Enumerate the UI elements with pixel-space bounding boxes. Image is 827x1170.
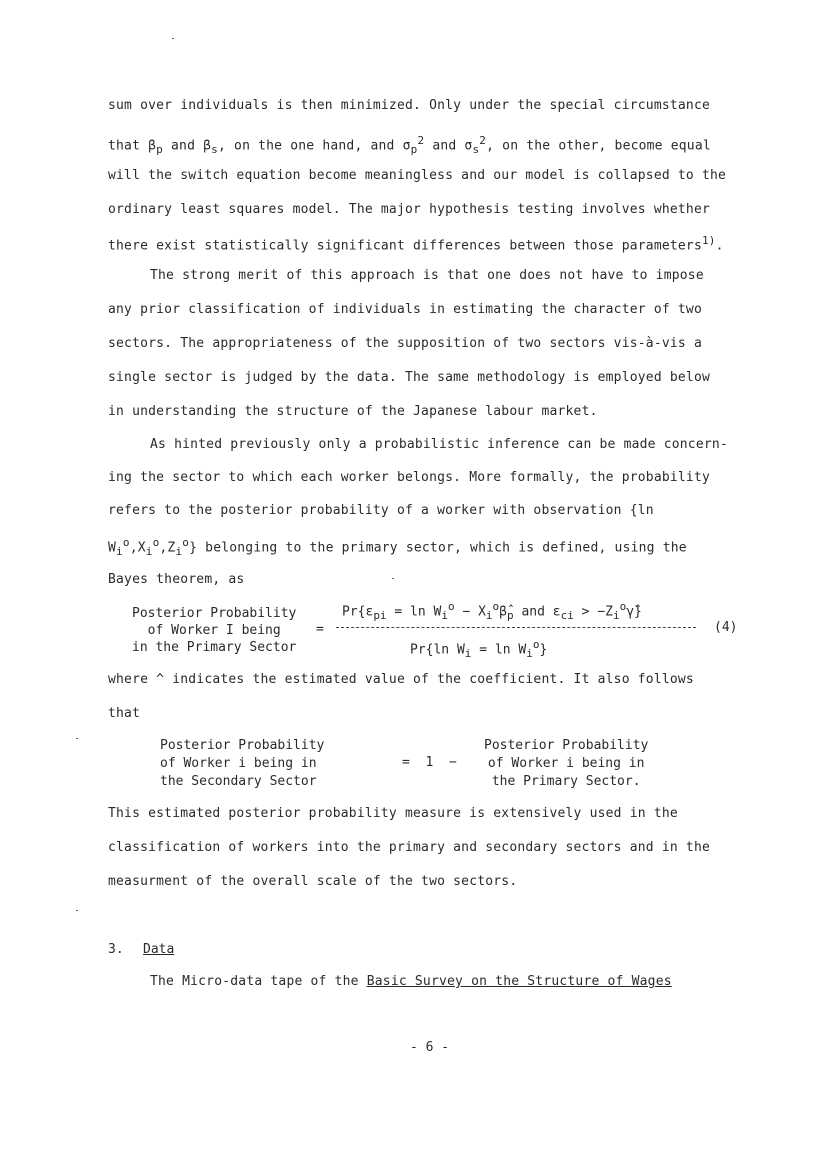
text-line: The strong merit of this approach is that one does not have to impose <box>150 268 704 283</box>
text-line: $W_i^o,X_i^o,Z_i^o$} belonging to the primary sector, which is defined, using the <box>108 536 687 558</box>
equation-4-fraction-bar <box>336 627 696 628</box>
text-line: measurment of the overall scale of the two sectors. <box>108 874 518 889</box>
equation-5-lhs: Posterior Probability of Worker i being in the Secondary Sector <box>160 738 325 789</box>
text-line: As hinted previously only a probabilistic inference can be made concern- <box>150 437 728 452</box>
equation-number: (4) <box>714 620 738 635</box>
text-line: Bayes theorem, as <box>108 572 245 587</box>
text-line: in understanding the structure of the Japanese labour market. <box>108 404 598 419</box>
text-line: refers to the posterior probability of a worker with observation {ln <box>108 503 654 518</box>
text-line: classification of workers into the primary and secondary sectors and in the <box>108 840 710 855</box>
text-line: sectors. The appropriateness of the supposition of two sectors vis-à-vis a <box>108 336 702 351</box>
text-line: ordinary least squares model. The major hypothesis testing involves whether <box>108 202 710 217</box>
scan-speck <box>76 738 78 739</box>
text-line: single sector is judged by the data. The same methodology is employed below <box>108 370 710 385</box>
text-line: This estimated posterior probability measure is extensively used in the <box>108 806 678 821</box>
text-line: any prior classification of individuals in estimating the character of two <box>108 302 702 317</box>
equation-4-denominator: Pr{ln $W_i = \ln W_i^o$} <box>410 638 548 660</box>
section-number: 3. <box>108 942 124 957</box>
equation-5-rhs: Posterior Probability of Worker i being in the Primary Sector. <box>484 738 649 789</box>
text-line: ing the sector to which each worker belongs. More formally, the probability <box>108 470 710 485</box>
text-line: sum over individuals is then minimized. Only under the special circumstance <box>108 98 710 113</box>
page-number: - 6 - <box>410 1040 450 1055</box>
equation-4-numerator: $Pr\{\varepsilon_{pi} = \ln W_i^o$ − $X_i^o\betâ_p$ and $\varepsilon_{ci}$ > $-Z_i^o\gammâ$} <box>342 600 642 622</box>
text-line: The Micro-data tape of the Basic Survey on the Structure of Wages <box>150 974 672 989</box>
scan-speck <box>392 578 394 579</box>
text-line: will the switch equation become meaningless and our model is collapsed to the <box>108 168 727 183</box>
section-title: Data <box>143 942 175 957</box>
text-line: that <box>108 706 141 721</box>
text-line: where ^ indicates the estimated value of the coefficient. It also follows <box>108 672 694 687</box>
text-line: there exist statistically significant differences between those parameters$^{1)}$. <box>108 234 724 254</box>
equation-5-operator: = 1 − <box>402 755 457 770</box>
scan-speck <box>76 910 78 911</box>
equation-4-equals: = <box>316 622 324 637</box>
scan-speck <box>172 38 174 39</box>
survey-title: Basic Survey on the Structure of Wages <box>366 974 672 989</box>
text-line: that $\beta_p$ and $\beta_s$, on the one hand, and $\sigma_p^2$ and $\sigma_s^2$, on the other, become equal <box>108 134 711 156</box>
equation-4-lhs: Posterior Probability of Worker I being in the Primary Sector <box>132 606 297 655</box>
